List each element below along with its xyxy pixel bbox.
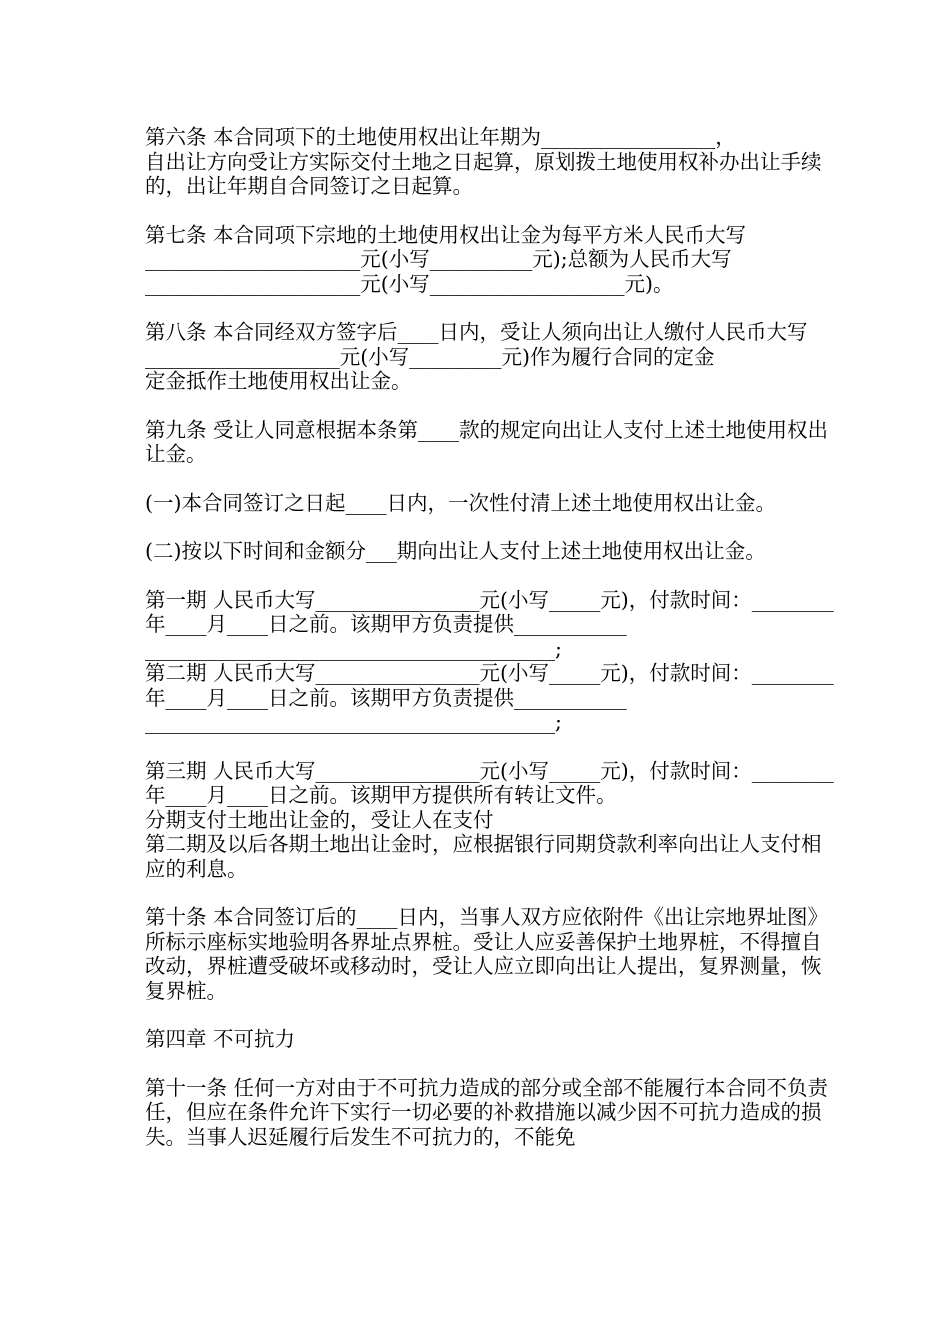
payment-period-3: 第三期 人民币大写________________元(小写_____元)，付款时间：________年____月____日之前。该期甲方提供所有转让文件。 分期支付土地出让金的，受让人在支付 第二期及以后各期土地出让金时，应根据银行同期贷款利率向出让人支付相应的利息。: [145, 758, 834, 881]
document-body: [145, 125, 835, 1173]
article-11: 第十一条 任何一方对由于不可抗力造成的部分或全部不能履行本合同不负责任，但应在条件允许下实行一切必要的补救措施以减少因不可抗力造成的损失。当事人迟延履行后发生不可抗力的，不能免: [145, 1075, 829, 1149]
article-9-item-2: (二)按以下时间和金额分___期向出让人支付上述土地使用权出让金。: [145, 539, 766, 563]
payment-periods-1-2: 第一期 人民币大写________________元(小写_____元)，付款时间：________年____月____日之前。该期甲方负责提供___________ ________________________________________; 第二期 人民币大写________________元(小写_____元)，付款时间：________年____月____日之前。该期甲方负责提供___________ ________________________________________;: [145, 587, 834, 734]
article-7: 第七条 本合同项下宗地的土地使用权出让金为每平方米人民币大写 _____________________元(小写__________元);总额为人民币大写 _____________________元(小写___________________元)。: [145, 222, 747, 296]
article-8: 第八条 本合同经双方签字后____日内，受让人须向出让人缴付人民币大写 ___________________元(小写_________元)作为履行合同的定金 定金抵作土地使用权出让金。: [145, 320, 808, 393]
chapter-4-heading: 第四章 不可抗力: [145, 1027, 296, 1051]
article-10: 第十条 本合同签订后的____日内，当事人双方应依附件《出让宗地界址图》所标示座标实地验明各界址点界桩。受让人应妥善保护土地界桩，不得擅自改动，界桩遭受破坏或移动时，受让人应立即向出让人提出，复界测量，恢复界桩。: [145, 905, 829, 1003]
article-6: 第六条 本合同项下的土地使用权出让年期为_________________， 自出让方向受让方实际交付土地之日起算，原划拨土地使用权补办出让手续的，出让年期自合同签订之日起算。: [145, 125, 822, 198]
article-9: 第九条 受让人同意根据本条第____款的规定向出让人支付上述土地使用权出让金。: [145, 417, 829, 466]
article-9-item-1: (一)本合同签订之日起____日内，一次性付清上述土地使用权出让金。: [145, 490, 776, 515]
